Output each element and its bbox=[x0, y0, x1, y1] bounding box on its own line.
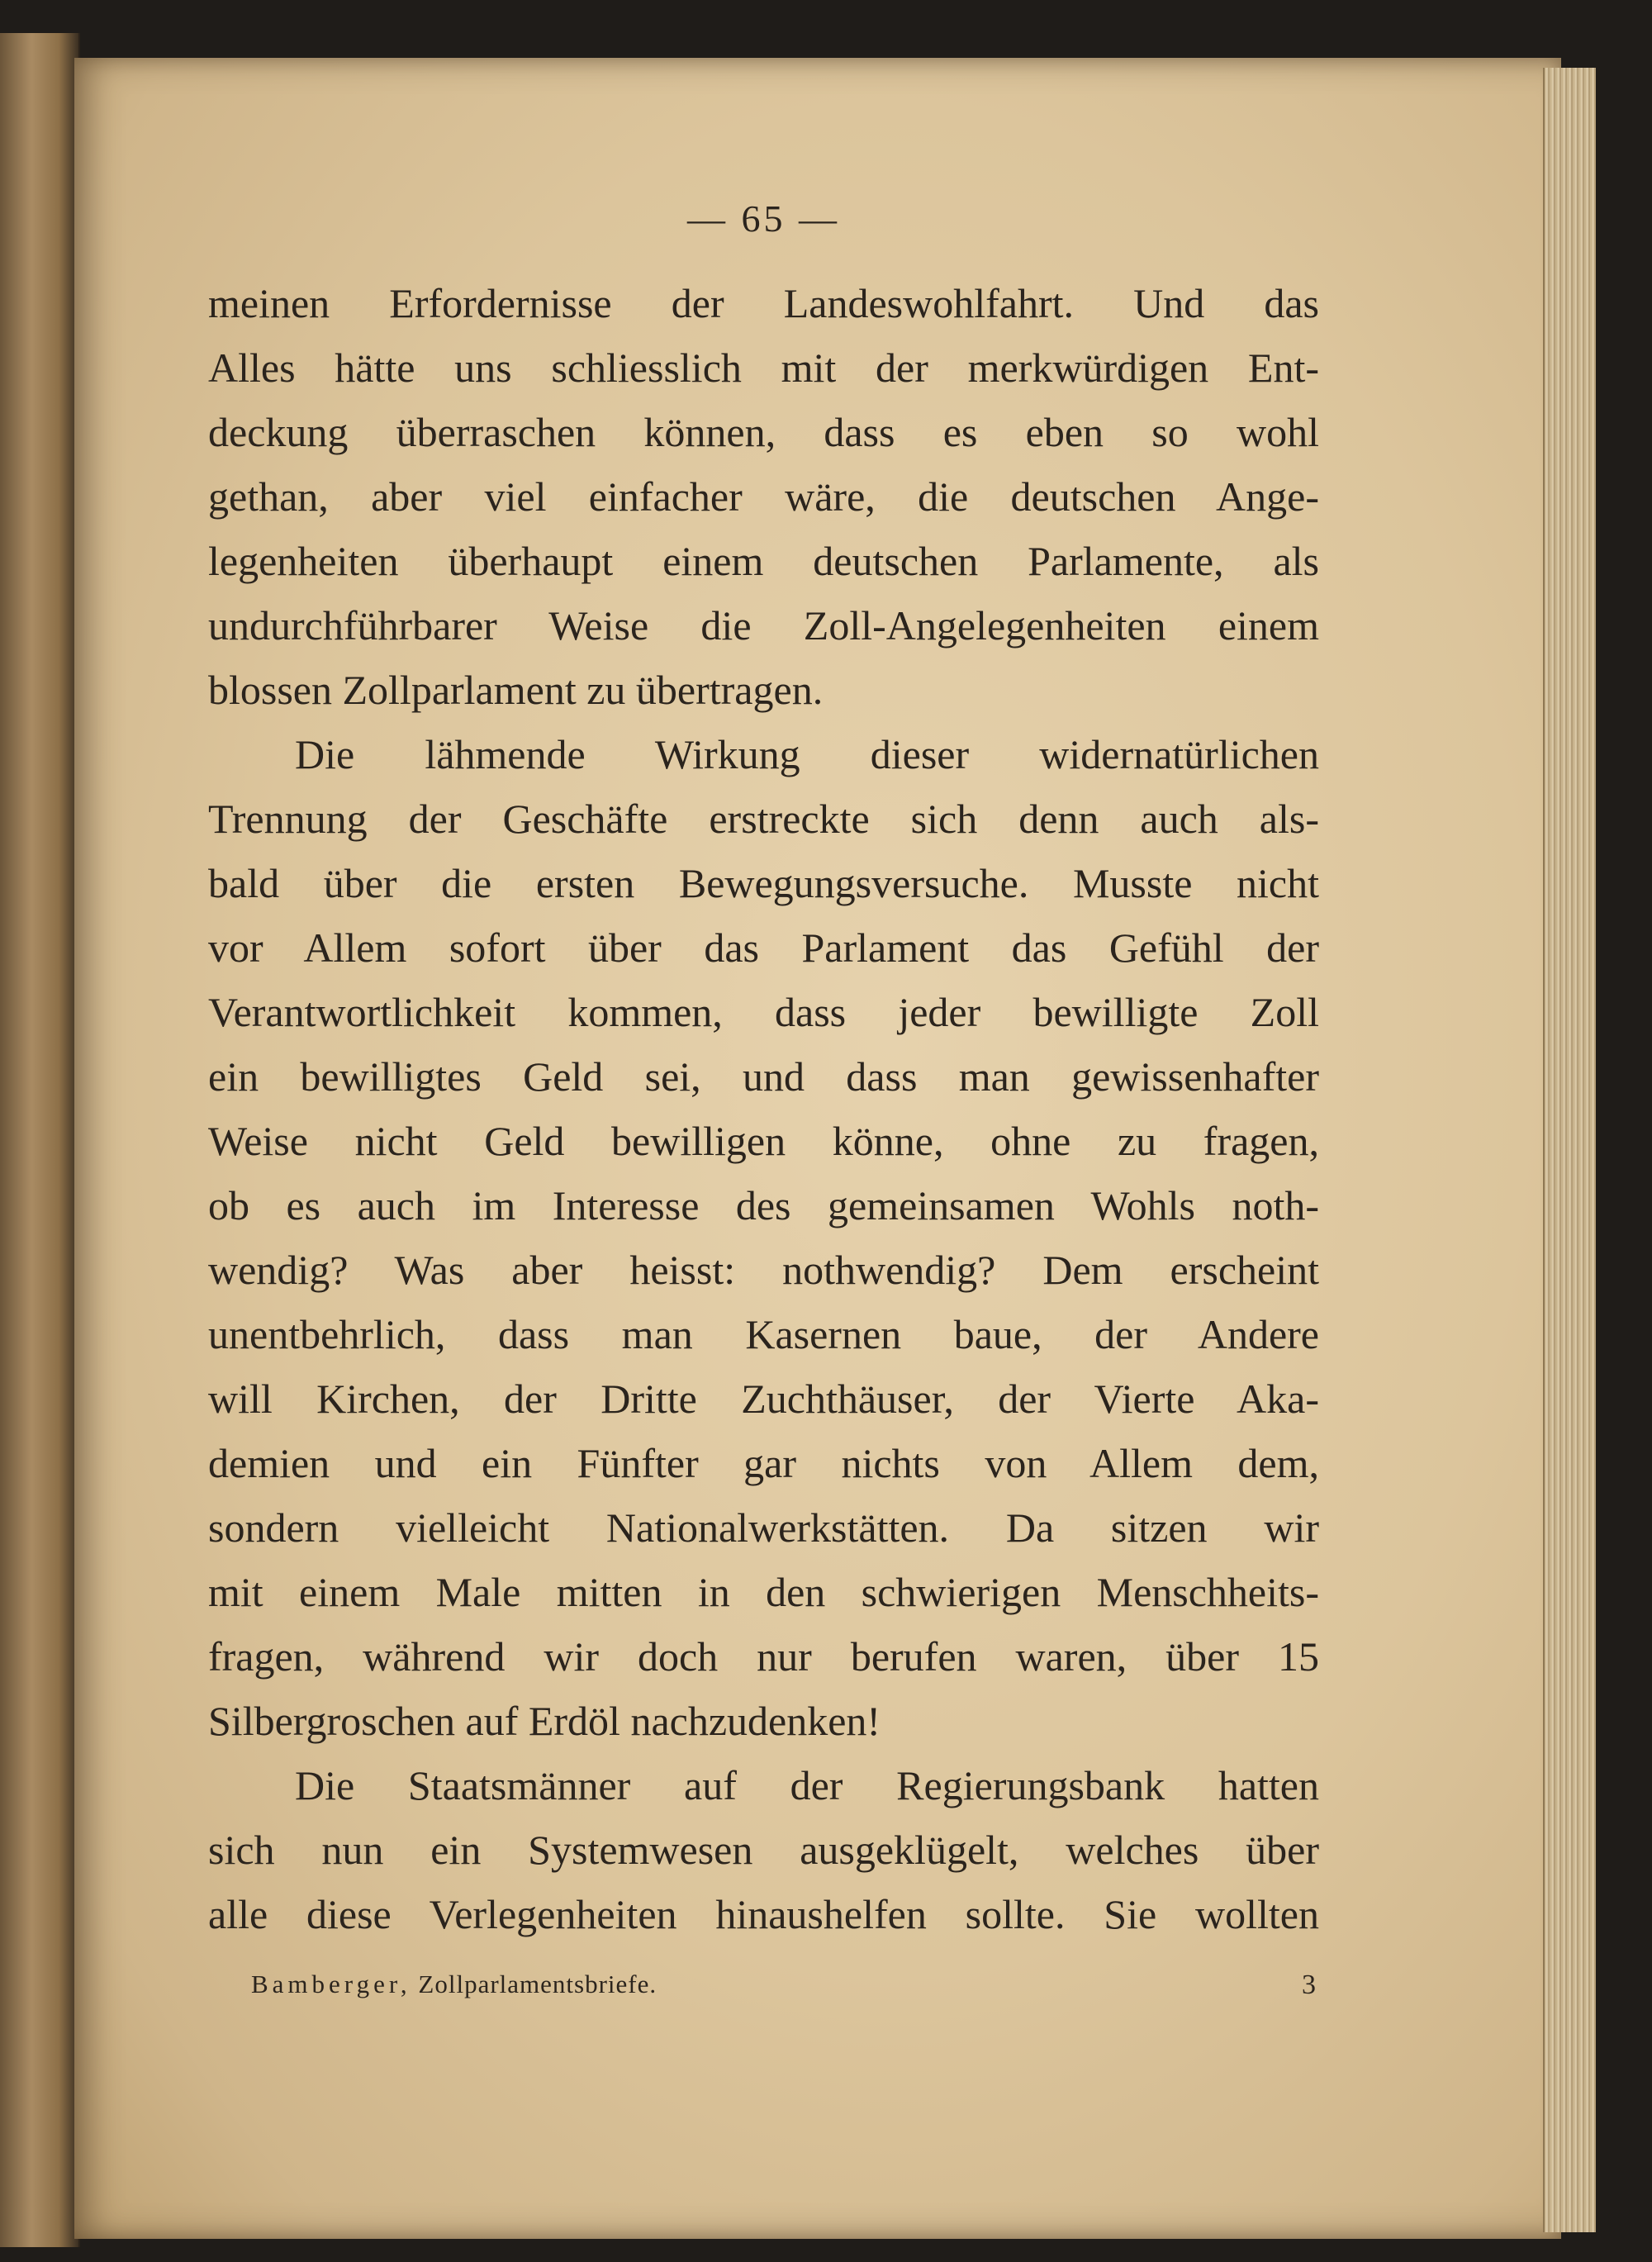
text-line: sondern vielleicht Nationalwerkstätten. Da sitzen wir bbox=[208, 1504, 1319, 1551]
footer-title: Zollparlamentsbriefe. bbox=[418, 1970, 657, 1998]
text-line: fragen, während wir doch nur berufen waren, über 15 bbox=[208, 1633, 1319, 1680]
text-line: undurchführbarer Weise die Zoll-Angelegenheiten einem bbox=[208, 602, 1319, 649]
previous-page-edge bbox=[0, 33, 80, 2247]
footer-author: Bamberger, bbox=[251, 1970, 411, 1998]
text-line: legenheiten überhaupt einem deutschen Parlamente, als bbox=[208, 538, 1319, 584]
paragraph-first-line: Die Staatsmänner auf der Regierungsbank hatten bbox=[295, 1762, 1319, 1808]
signature-line bbox=[251, 1970, 657, 1999]
text-line: demien und ein Fünfter gar nichts von Allem dem, bbox=[208, 1440, 1319, 1486]
text-line: unentbehrlich, dass man Kasernen baue, der Andere bbox=[208, 1311, 1319, 1357]
paragraph-first-line: Die lähmende Wirkung dieser widernatürlichen bbox=[295, 731, 1319, 777]
sheet-signature-mark: 3 bbox=[1302, 1970, 1317, 2000]
text-line: sich nun ein Systemwesen ausgeklügelt, welches über bbox=[208, 1827, 1319, 1873]
text-line: ein bewilligtes Geld sei, und dass man gewissenhafter bbox=[208, 1053, 1319, 1100]
text-line: deckung überraschen können, dass es eben so wohl bbox=[208, 409, 1319, 455]
page-block-edges bbox=[1543, 68, 1596, 2232]
text-line: ob es auch im Interesse des gemeinsamen Wohls noth- bbox=[208, 1182, 1319, 1228]
text-line: gethan, aber viel einfacher wäre, die deutschen Ange- bbox=[208, 473, 1319, 520]
text-line: will Kirchen, der Dritte Zuchthäuser, der Vierte Aka- bbox=[208, 1376, 1319, 1422]
text-line: meinen Erfordernisse der Landeswohlfahrt. Und das bbox=[208, 280, 1319, 326]
text-line: Alles hätte uns schliesslich mit der merkwürdigen Ent- bbox=[208, 345, 1319, 391]
text-line: Silbergroschen auf Erdöl nachzudenken! bbox=[208, 1698, 881, 1744]
page-number: — 65 — bbox=[687, 197, 840, 240]
text-line: Trennung der Geschäfte erstreckte sich denn auch als- bbox=[208, 796, 1319, 842]
text-line: blossen Zollparlament zu übertragen. bbox=[208, 667, 824, 713]
text-line: bald über die ersten Bewegungsversuche. Musste nicht bbox=[208, 860, 1319, 906]
text-line: vor Allem sofort über das Parlament das Gefühl der bbox=[208, 924, 1319, 971]
text-line: mit einem Male mitten in den schwierigen Menschheits- bbox=[208, 1569, 1319, 1615]
text-line: alle diese Verlegenheiten hinaushelfen sollte. Sie wollten bbox=[208, 1891, 1319, 1937]
text-line: wendig? Was aber heisst: nothwendig? Dem erscheint bbox=[208, 1247, 1319, 1293]
text-line: Verantwortlichkeit kommen, dass jeder bewilligte Zoll bbox=[208, 989, 1319, 1035]
text-line: Weise nicht Geld bewilligen könne, ohne zu fragen, bbox=[208, 1118, 1319, 1164]
